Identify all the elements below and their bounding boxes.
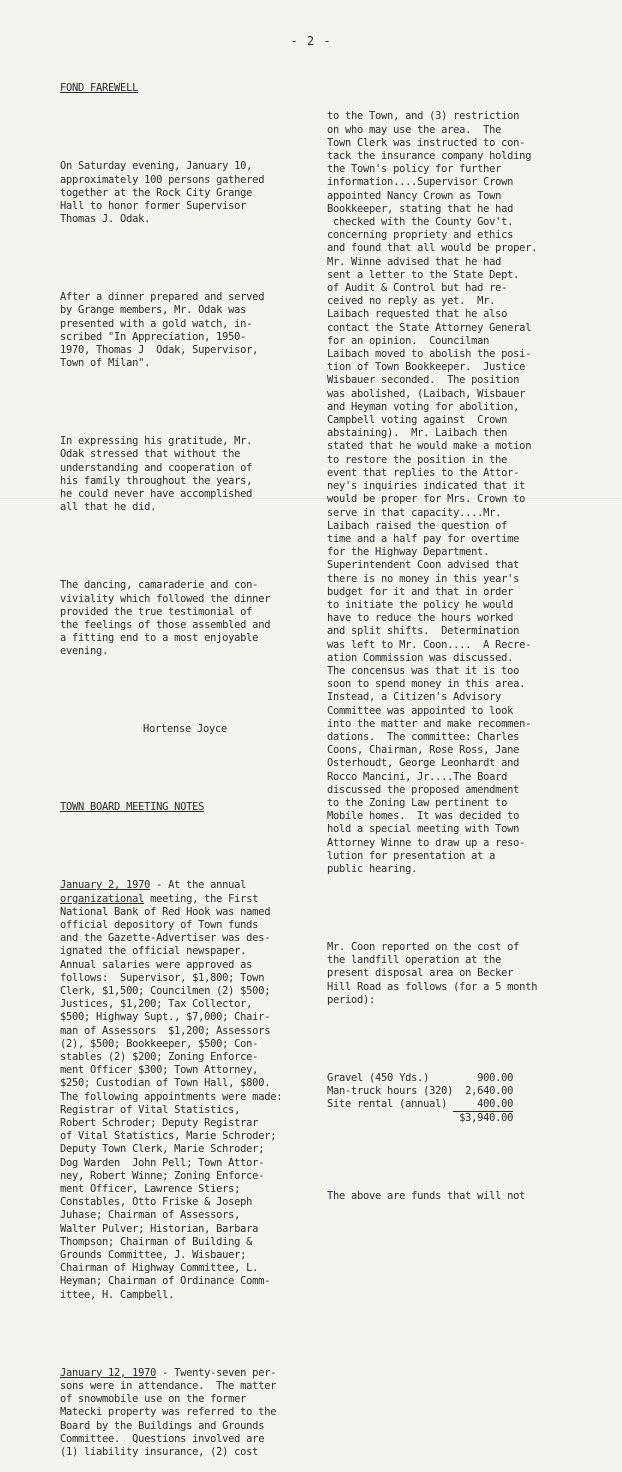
farewell-paragraph-2: After a dinner prepared and served by Grange members, Mr. Odak was presented with a gold watch, in- scribed "In Appreciation, 1950- 1970, Thomas J Odak, Supervisor, Town of Milan". bbox=[60, 291, 265, 370]
farewell-paragraph-3: In expressing his gratitude, Mr. Odak stressed that without the understanding and cooperation of his family throughout the years, he could never have accomplished all that he did. bbox=[60, 435, 253, 514]
coon-report: Mr. Coon reported on the cost of the landfill operation at the present disposal area on Becker Hill Road as follows (for a 5 month period): bbox=[327, 941, 538, 1006]
fond-farewell-heading: FOND FAREWELL bbox=[60, 82, 139, 95]
page-number: - 2 - bbox=[290, 34, 332, 48]
right-column bbox=[327, 84, 592, 1217]
right-main-text: to the Town, and (3) restriction on who may use the area. The Town Clerk was instructed to con- tack the insurance company holding the Town's policy for further information....Supervisor Crown appointed Nancy Crown as Town Bookkeeper, stating that he had checked with the County Gov't. concerning propriety and ethics and found that all would be proper. Mr. Winne advised that he had sent a letter to the State Dept. of Audit & Control but had re- ceived no reply as yet. Mr. Laibach requested that he also contact the State Attorney General for an opinion. Councilman Laibach moved to abolish the posi- tion of Town Bookkeeper. Justice Wisbauer seconded. The position was abolished, (Laibach, Wisbauer and Heyman voting for abolition, Campbell voting against Crown abstaining). Mr. Laibach then stated that he would make a motion to restore the position in the event that replies to the Attor- ney's inquiries indicated that it would be proper for Mrs. Crown to serve in that capacity....Mr. Laibach raised the question of time and a half pay for overtime for the Highway Department. Superintendent Coon advised that there is no money in this year's budget for it and that in order to initiate the policy he would have to reduce the hours worked and split shifts. Determination was left to Mr. Coon.... A Recre- ation Commission was discussed. The concensus was that it is too soon to spend money in this area. Instead, a Citizen's Advisory Committee was appointed to look into the matter and make recommen- dations. The committee: Charles Coons, Chairman, Rose Ross, Jane Osterhoudt, George Leonhardt and Rocco Mancini, Jr....The Board discussed the proposed amendment to the Zoning Law pertinent to Mobile homes. It was decided to hold a special meeting with Town Attorney Winne to draw up a reso- lution for presentation at a public hearing. bbox=[327, 110, 538, 875]
jan12-date: January 12, 1970 bbox=[60, 1366, 157, 1379]
jan2-date: January 2, 1970 bbox=[60, 879, 151, 892]
cost-table bbox=[327, 1072, 513, 1126]
cost-total-row bbox=[327, 1112, 513, 1126]
cost-total: $3,940.00 bbox=[459, 1112, 514, 1125]
cost-item: Man-truck hours (320) bbox=[327, 1085, 454, 1098]
jan2-entry bbox=[60, 879, 310, 1302]
jan12-entry bbox=[60, 1367, 310, 1459]
cost-item: Site rental (annual) bbox=[327, 1098, 448, 1111]
signature: Hortense Joyce bbox=[142, 723, 228, 736]
farewell-paragraph-4: The dancing, camaraderie and con- viviality which followed the dinner provided the true testimonial of the feelings of those assembled and a fitting end to a most enjoyable evening. bbox=[60, 579, 271, 658]
farewell-paragraph-1: On Saturday evening, January 10, approximately 100 persons gathered together at the Rock City Grange Hall to honor former Supervisor Thomas J. Odak. bbox=[60, 160, 265, 226]
cost-amount: 2,640.00 bbox=[465, 1085, 514, 1098]
board-notes-heading: TOWN BOARD MEETING NOTES bbox=[60, 801, 205, 814]
paper-fold bbox=[0, 498, 622, 499]
cost-amount: 900.00 bbox=[477, 1071, 514, 1084]
jan2-first: - At the annual bbox=[150, 879, 247, 892]
cost-row bbox=[327, 1098, 513, 1112]
jan2-text: meeting, the First National Bank of Red Hook was named official depository of Town funds and the Gazette-Advertiser was des- ignated the official newspaper. Annual salaries were approved as follows: Supervisor, $1,800; Town Clerk, $1,500; Councilmen (2) $500; Justices, $1,200; Tax Collector, $500; Highway Supt., $7,000; Chair- man of Assessors $1,200; Assessors (2), $500; Bookkeeper, $500; Con- stables (2) $200; Zoning Enforce- ment Officer $300; Town Attorney, $250; Custodian of Town Hall, $800. The following appointments were made: Registrar of Vital Statistics, Robert Schroder; Deputy Registrar of Vital Statistics, Marie Schroder; Deputy Town Clerk, Marie Schroder; Dog Warden John Pell; Town Attor- ney, Robert Winne; Zoning Enforce- ment Officer, Lawrence Stiers; Constables, Otto Friske & Joseph Juhase; Chairman of Assessors, Walter Pulver; Historian, Barbara Thompson; Chairman of Building & Grounds Committee, J. Wisbauer; Chairman of Highway Committee, L. Heyman; Chairman of Ordinance Comm- ittee, H. Campbell. bbox=[60, 892, 283, 1301]
cost-row bbox=[327, 1085, 513, 1098]
jan2-prefix: organizational bbox=[60, 892, 145, 905]
closing-text: The above are funds that will not bbox=[327, 1190, 526, 1203]
jan12-text: - Twenty-seven per- sons were in attendance. The matter of snowmobile use on the former Matecki property was referred to the Board by the Buildings and Grounds Committee. Questions involved are (1) liability insurance, (2) cost bbox=[60, 1366, 277, 1458]
cost-item: Gravel (450 Yds.) bbox=[327, 1071, 430, 1084]
cost-row bbox=[327, 1072, 513, 1085]
cost-amount: 400.00 bbox=[453, 1098, 513, 1112]
left-column bbox=[60, 56, 310, 1472]
